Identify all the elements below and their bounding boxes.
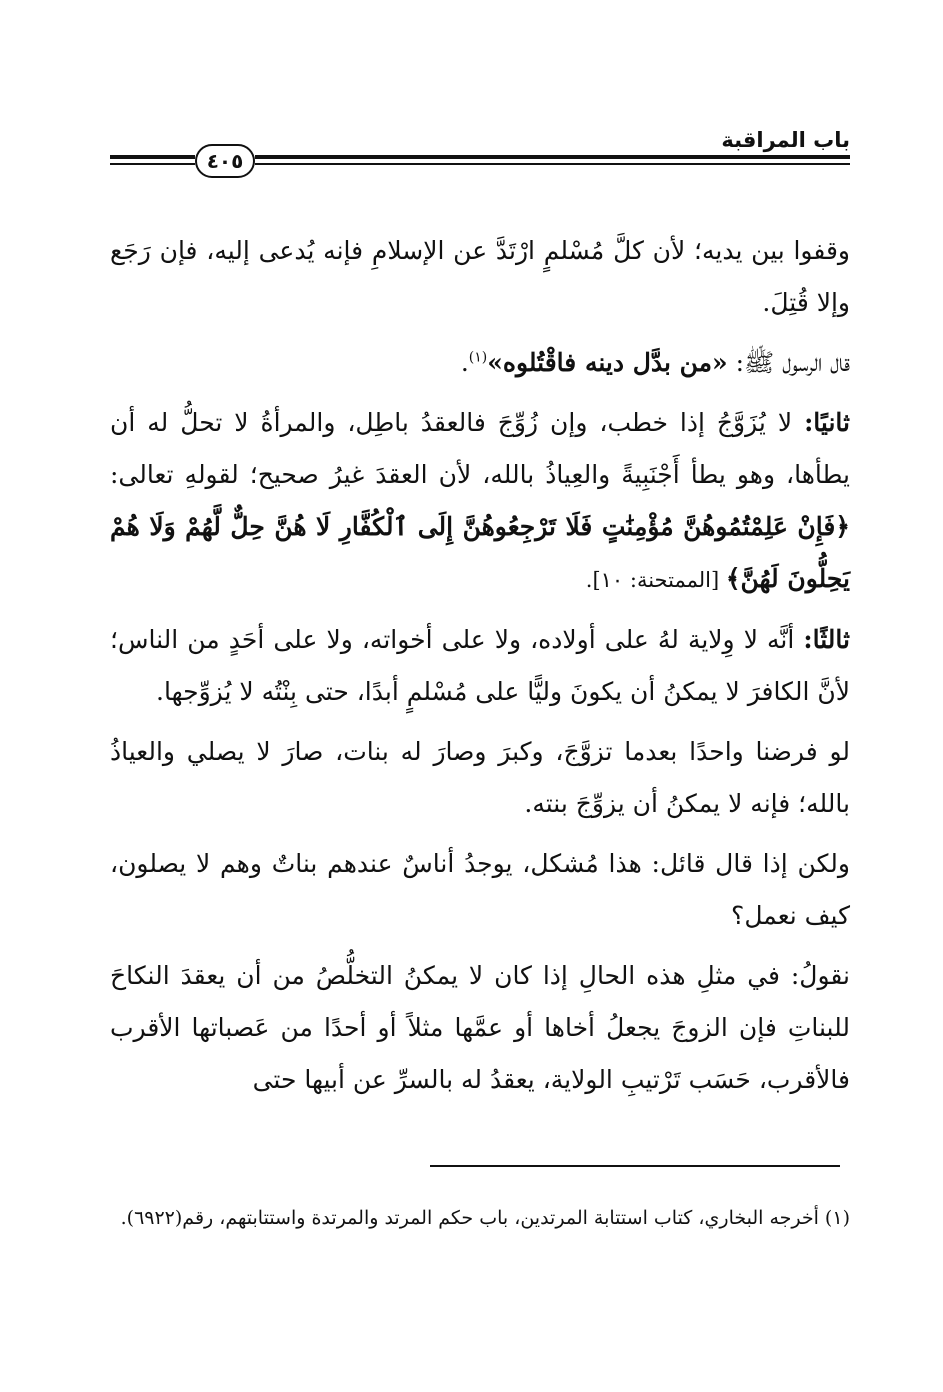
quran-verse: ﴿فَإِنْ عَلِمْتُمُوهُنَّ مُؤْمِنَٰتٍ فَلَا تَرْجِعُوهُنَّ إِلَى ٱلْكُفَّارِ لَا هُنَّ حِلٌّ لَّهُمْ وَلَا هُمْ يَحِلُّونَ لَهُنَّ﴾: [110, 512, 850, 593]
paragraph-7: [110, 950, 850, 1106]
paragraph-3-lead: ثانيًا:: [804, 408, 850, 437]
chapter-title: باب المراقبة: [721, 128, 850, 152]
paragraph-1-text: وقفوا بين يديه؛ لأن كلَّ مُسْلمٍ ارْتَدَّ عن الإسلامِ فإنه يُدعى إليه، فإن رَجَع وإلا قُتِلَ.: [110, 236, 850, 317]
paragraph-1: [110, 225, 850, 329]
paragraph-2-text: قال الرسول ﷺ:: [727, 348, 850, 377]
paragraph-4-lead: ثالثًا:: [803, 625, 850, 654]
paragraph-5: [110, 726, 850, 830]
paragraph-2: [110, 337, 850, 389]
paragraph-5-text: لو فرضنا واحدًا بعدما تزوَّجَ، وكبرَ وصارَ له بنات، صارَ لا يصلي والعياذُ بالله؛ فإنه لا يمكنُ أن يزوِّجَ بنته.: [110, 737, 850, 818]
footnote-rule: [430, 1165, 840, 1167]
hadith-quote: «من بدَّل دينه فاقْتُلوه»: [487, 348, 728, 377]
header-rule-left: [110, 152, 195, 170]
paragraph-2-end: .: [460, 348, 469, 377]
paragraph-6: [110, 838, 850, 942]
footnote-ref: (١): [468, 349, 488, 366]
paragraph-4: [110, 614, 850, 718]
footnote: (١) أخرجه البخاري، كتاب استتابة المرتدين، باب حكم المرتد والمرتدة واستتابتهم، رقم(٦٩٢٢).: [120, 1207, 850, 1229]
paragraph-3-text: لا يُزَوَّجُ إذا خطب، وإن زُوِّجَ فالعقدُ باطِل، والمرأةُ لا تحلُّ له أن يطأها، وهو يطأ أَجْنَبِيةً والعِياذُ بالله، لأن العقدَ غيرُ صحيح؛ لقولهِ تعالى:: [110, 408, 850, 489]
paragraph-4-text: أنَّه لا وِلاية لهُ على أولاده، ولا على أخواته، ولا على أحَدٍ من الناس؛ لأنَّ الكافرَ لا يمكنُ أن يكونَ وليًّا على مُسْلمٍ أبدًا، حتى بِنْتُه لا يُزوِّجها.: [110, 625, 850, 706]
header-rule-right: [255, 152, 850, 170]
paragraph-7-text: نقولُ: في مثلِ هذه الحالِ إذا كان لا يمكنُ التخلُّصُ من أن يعقدَ النكاحَ للبناتِ فإن الزوجَ يجعلُ أخاها أو عمَّها مثلاً أو أحدًا من عَصباتها الأقرب فالأقرب، حَسَب تَرْتيبِ الولاية، يعقدُ له بالسرِّ عن أبيها حتى: [110, 961, 850, 1094]
verse-citation: [الممتحنة: ١٠].: [585, 568, 726, 592]
paragraph-3: [110, 397, 850, 606]
paragraph-6-text: ولكن إذا قال قائل: هذا مُشكل، يوجدُ أناسٌ عندهم بناتٌ وهم لا يصلون، كيف نعمل؟: [110, 849, 850, 930]
main-text: [110, 225, 850, 1114]
page-number: ٤٠٥: [195, 144, 255, 178]
